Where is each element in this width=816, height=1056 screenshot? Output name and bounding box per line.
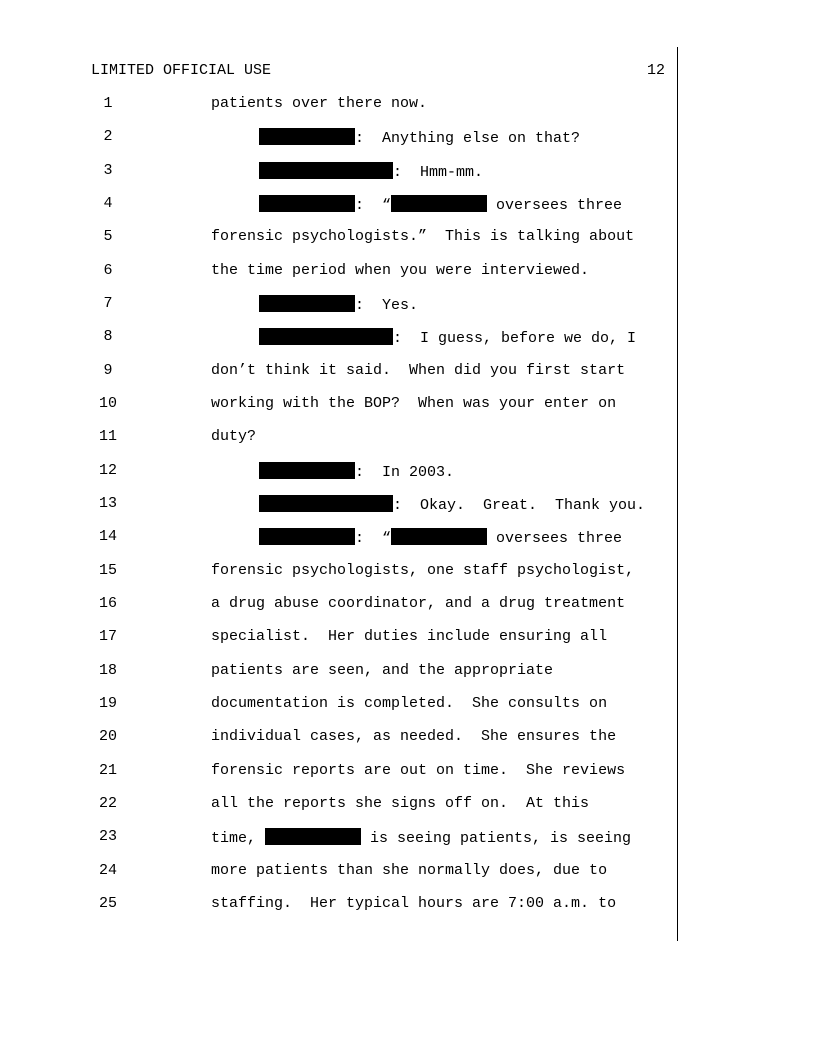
transcript-line-17 bbox=[0, 628, 816, 648]
line-text: : Okay. Great. Thank you. bbox=[393, 497, 646, 514]
line-number: 4 bbox=[103, 195, 113, 212]
line-text: : “ bbox=[355, 197, 392, 214]
line-text: a drug abuse coordinator, and a drug treatment bbox=[211, 595, 626, 612]
transcript-line-24 bbox=[0, 862, 816, 882]
classification-header: LIMITED OFFICIAL USE bbox=[91, 62, 272, 79]
speaker-line bbox=[259, 195, 622, 214]
line-text: more patients than she normally does, due to bbox=[211, 862, 608, 879]
transcript-line-21 bbox=[0, 762, 816, 782]
transcript-line-4 bbox=[0, 195, 816, 215]
transcript-line-25 bbox=[0, 895, 816, 915]
line-number: 23 bbox=[98, 828, 117, 845]
line-number: 15 bbox=[98, 562, 117, 579]
speaker-line bbox=[211, 828, 631, 847]
transcript-line-9 bbox=[0, 362, 816, 382]
transcript-line-19 bbox=[0, 695, 816, 715]
transcript-line-20 bbox=[0, 728, 816, 748]
line-number: 8 bbox=[103, 328, 113, 345]
transcript-line-23 bbox=[0, 828, 816, 848]
line-text: staffing. Her typical hours are 7:00 a.m. to bbox=[211, 895, 617, 912]
line-number: 10 bbox=[98, 395, 117, 412]
line-number: 9 bbox=[103, 362, 113, 379]
line-text: : Anything else on that? bbox=[355, 130, 581, 147]
transcript-line-16 bbox=[0, 595, 816, 615]
speaker-line bbox=[259, 495, 645, 514]
line-text: : In 2003. bbox=[355, 464, 455, 481]
redaction-block bbox=[259, 195, 355, 212]
line-text: forensic psychologists, one staff psychologist, bbox=[211, 562, 635, 579]
line-number: 18 bbox=[98, 662, 117, 679]
line-text: oversees three bbox=[487, 530, 623, 547]
line-text: forensic reports are out on time. She reviews bbox=[211, 762, 626, 779]
redaction-block bbox=[391, 528, 487, 545]
line-text: individual cases, as needed. She ensures the bbox=[211, 728, 617, 745]
line-number: 6 bbox=[103, 262, 113, 279]
line-text: working with the BOP? When was your enter on bbox=[211, 395, 617, 412]
speaker-line bbox=[259, 128, 580, 147]
line-number: 1 bbox=[103, 95, 113, 112]
redaction-block bbox=[259, 462, 355, 479]
line-number: 7 bbox=[103, 295, 113, 312]
line-number: 2 bbox=[103, 128, 113, 145]
line-text: don’t think it said. When did you first start bbox=[211, 362, 626, 379]
transcript-line-2 bbox=[0, 128, 816, 148]
transcript-line-1 bbox=[0, 95, 816, 115]
line-text: documentation is completed. She consults on bbox=[211, 695, 608, 712]
redaction-block bbox=[259, 528, 355, 545]
line-number: 25 bbox=[98, 895, 117, 912]
line-number: 12 bbox=[98, 462, 117, 479]
line-number: 24 bbox=[98, 862, 117, 879]
redaction-block bbox=[391, 195, 487, 212]
transcript-line-3 bbox=[0, 162, 816, 182]
line-text: duty? bbox=[211, 428, 257, 445]
speaker-line bbox=[259, 462, 454, 481]
line-number: 11 bbox=[98, 428, 117, 445]
line-number: 17 bbox=[98, 628, 117, 645]
line-number: 16 bbox=[98, 595, 117, 612]
transcript-line-11 bbox=[0, 428, 816, 448]
line-text: forensic psychologists.” This is talking about bbox=[211, 228, 635, 245]
redaction-block bbox=[259, 128, 355, 145]
line-number: 20 bbox=[98, 728, 117, 745]
line-number: 21 bbox=[98, 762, 117, 779]
speaker-line bbox=[259, 295, 418, 314]
line-text: the time period when you were interviewed. bbox=[211, 262, 590, 279]
redaction-block bbox=[259, 328, 393, 345]
transcript-line-15 bbox=[0, 562, 816, 582]
line-number: 13 bbox=[98, 495, 117, 512]
line-number: 14 bbox=[98, 528, 117, 545]
line-text: : “ bbox=[355, 530, 392, 547]
transcript-line-14 bbox=[0, 528, 816, 548]
line-number: 19 bbox=[98, 695, 117, 712]
transcript-line-7 bbox=[0, 295, 816, 315]
transcript-line-12 bbox=[0, 462, 816, 482]
transcript-line-10 bbox=[0, 395, 816, 415]
redaction-block bbox=[259, 495, 393, 512]
line-text: time, bbox=[211, 830, 266, 847]
transcript-line-8 bbox=[0, 328, 816, 348]
transcript-line-18 bbox=[0, 662, 816, 682]
transcript-line-22 bbox=[0, 795, 816, 815]
speaker-line bbox=[259, 528, 622, 547]
speaker-line bbox=[259, 328, 636, 347]
line-text: patients over there now. bbox=[211, 95, 428, 112]
line-number: 3 bbox=[103, 162, 113, 179]
line-text: patients are seen, and the appropriate bbox=[211, 662, 554, 679]
line-text: is seeing patients, is seeing bbox=[361, 830, 632, 847]
line-text: specialist. Her duties include ensuring all bbox=[211, 628, 608, 645]
transcript-line-5 bbox=[0, 228, 816, 248]
line-number: 22 bbox=[98, 795, 117, 812]
speaker-line bbox=[259, 162, 483, 181]
line-text: : I guess, before we do, I bbox=[393, 330, 637, 347]
redaction-block bbox=[259, 162, 393, 179]
line-text: : Hmm-mm. bbox=[393, 164, 484, 181]
redaction-block bbox=[265, 828, 361, 845]
transcript-line-13 bbox=[0, 495, 816, 515]
line-number: 5 bbox=[103, 228, 113, 245]
page-number: 12 bbox=[647, 62, 666, 79]
line-text: oversees three bbox=[487, 197, 623, 214]
line-text: all the reports she signs off on. At this bbox=[211, 795, 590, 812]
transcript-line-6 bbox=[0, 262, 816, 282]
line-text: : Yes. bbox=[355, 297, 419, 314]
redaction-block bbox=[259, 295, 355, 312]
